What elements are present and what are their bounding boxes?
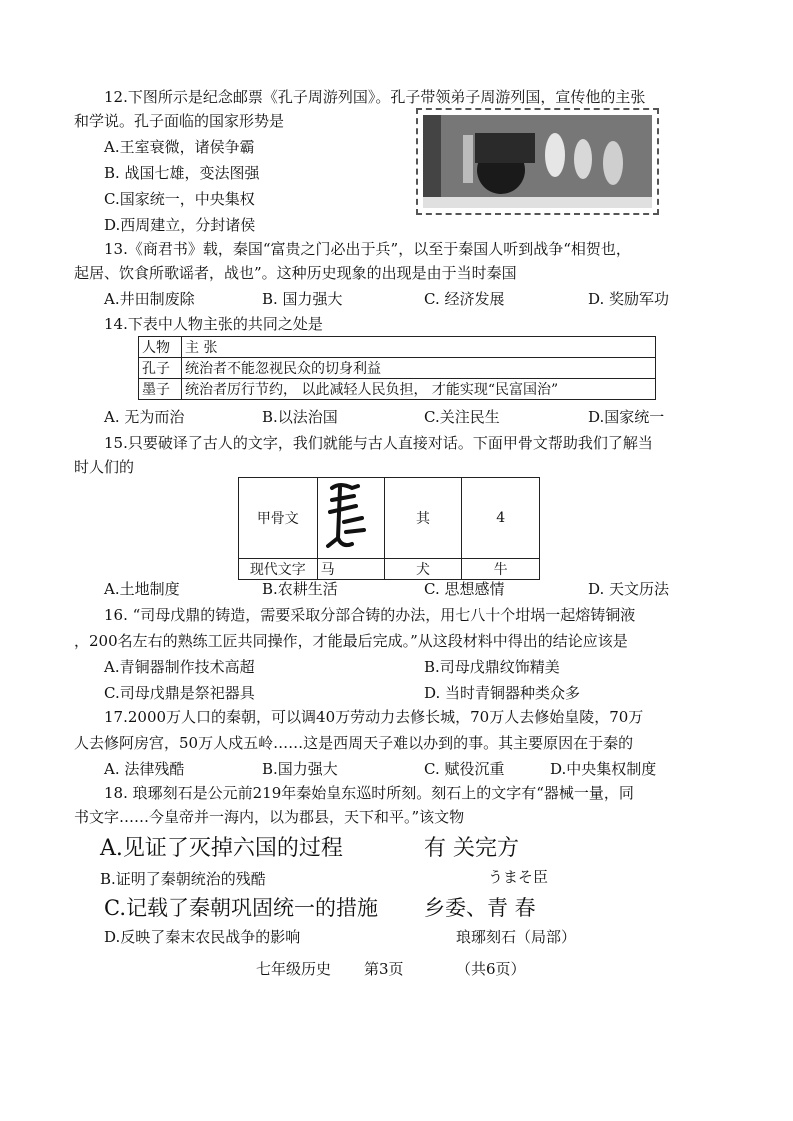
table-row: [239, 478, 540, 559]
q12-option-b: B. 战国七雄，变法图强: [104, 164, 260, 182]
table-cell: 现代文字: [239, 559, 318, 580]
q18-option-a: A.见证了灭掉六国的过程: [100, 836, 343, 861]
q12-stem-line1: 12.下图所示是纪念邮票《孔子周游列国》。孔子带领弟子周游列国，宣传他的主张: [104, 88, 646, 106]
q13-option-b: B. 国力强大: [262, 290, 343, 308]
q14-option-c: C.关注民生: [424, 408, 500, 426]
table-cell: 马: [317, 559, 384, 580]
q18-option-b: B.证明了秦朝统治的残酷: [100, 870, 266, 888]
table-header-cell: 人物: [139, 337, 182, 358]
footer-total-pages: （共6页）: [456, 960, 526, 978]
q18-stem-line1: 18. 琅琊刻石是公元前219年秦始皇东巡时所刻。刻石上的文字有“器械一量，同: [104, 784, 634, 802]
q15-option-c: C. 思想感情: [424, 580, 505, 598]
table-cell: 牛: [462, 559, 540, 580]
q13-stem-line1: 13.《商君书》载，秦国“富贵之门必出于兵”，以至于秦国人听到战争“相贺也，: [104, 240, 631, 258]
table-cell: 孔子: [139, 358, 182, 379]
q16-option-d: D. 当时青铜器种类众多: [424, 684, 581, 702]
q14-option-b: B.以法治国: [262, 408, 338, 426]
q16-option-a: A.青铜器制作技术高超: [104, 658, 255, 676]
q17-stem-line2: 人去修阿房宫，50万人戍五岭……这是西周天子难以办到的事。其主要原因在于秦的: [74, 734, 634, 752]
q15-option-b: B.农耕生活: [262, 580, 338, 598]
q14-table: [138, 336, 656, 400]
q12-stem-line2: 和学说。孔子面临的国家形势是: [74, 112, 285, 130]
q12-option-a: A.王室衰微，诸侯争霸: [104, 138, 255, 156]
q14-stem: 14.下表中人物主张的共同之处是: [104, 315, 323, 333]
table-cell: 统治者厉行节约， 以此减轻人民负担， 才能实现“民富国治”: [182, 379, 656, 400]
table-header-cell: 主 张: [182, 337, 656, 358]
table-row: [139, 337, 656, 358]
q16-option-c: C.司母戊鼎是祭祀器具: [104, 684, 255, 702]
table-cell: 4: [462, 478, 540, 559]
q16-option-b: B.司母戊鼎纹饰精美: [424, 658, 560, 676]
table-cell: 甲骨文: [239, 478, 318, 559]
q15-option-d: D. 天文历法: [588, 580, 670, 598]
q12-option-c: C.国家统一，中央集权: [104, 190, 255, 208]
q18-option-c: C.记载了秦朝巩固统一的措施: [104, 896, 378, 920]
q18-inscription-line3: 乡委、青 春: [424, 896, 536, 920]
q13-stem-line2: 起居、饮食所歌谣者，战也”。这种历史现象的出现是由于当时秦国: [74, 264, 517, 282]
q18-inscription-line2: うまそ臣: [488, 868, 549, 886]
oracle-horse-glyph-cell: [317, 478, 384, 559]
table-row: [239, 559, 540, 580]
q16-stem-line2: ，200名左右的熟练工匠共同操作，才能最后完成。”从这段材料中得出的结论应该是: [74, 632, 628, 650]
table-cell: 统治者不能忽视民众的切身利益: [182, 358, 656, 379]
footer-subject: 七年级历史: [256, 960, 332, 978]
q17-stem-line1: 17.2000万人口的秦朝，可以调40万劳动力去修长城，70万人去修始皇陵，70万: [104, 708, 644, 726]
stamp-illustration: [423, 115, 652, 208]
q17-option-d: D.中央集权制度: [550, 760, 657, 778]
q18-inscription-line1: 有 关完方: [424, 836, 519, 861]
q13-option-c: C. 经济发展: [424, 290, 505, 308]
table-row: [139, 358, 656, 379]
table-row: [139, 379, 656, 400]
table-cell: 犬: [384, 559, 462, 580]
q15-stem-line2: 时人们的: [74, 458, 135, 476]
oracle-bone-horse-glyph: [318, 478, 384, 554]
table-cell: 墨子: [139, 379, 182, 400]
q16-stem-line1: 16. “司母戊鼎的铸造，需要采取分部合铸的办法，用七八十个坩埚一起熔铸铜液: [104, 606, 636, 624]
q17-option-b: B.国力强大: [262, 760, 338, 778]
q18-option-d: D.反映了秦末农民战争的影响: [104, 928, 301, 946]
table-cell: 其: [384, 478, 462, 559]
q13-option-d: D. 奖励军功: [588, 290, 670, 308]
confucius-stamp-image: [416, 108, 659, 215]
q18-stem-line2: 书文字……今皇帝并一海内，以为郡县，天下和平。”该文物: [74, 808, 465, 826]
q15-option-a: A.土地制度: [104, 580, 180, 598]
q14-option-d: D.国家统一: [588, 408, 665, 426]
q15-stem-line1: 15.只要破译了古人的文字，我们就能与古人直接对话。下面甲骨文帮助我们了解当: [104, 434, 653, 452]
q12-option-d: D.西周建立，分封诸侯: [104, 216, 256, 234]
q14-option-a: A. 无为而治: [104, 408, 185, 426]
q15-oracle-table: [238, 477, 540, 580]
q17-option-a: A. 法律残酷: [104, 760, 185, 778]
q18-image-caption: 琅琊刻石（局部）: [456, 928, 577, 946]
footer-page-number: 第3页: [364, 960, 404, 978]
q17-option-c: C. 赋役沉重: [424, 760, 505, 778]
q13-option-a: A.井田制废除: [104, 290, 195, 308]
